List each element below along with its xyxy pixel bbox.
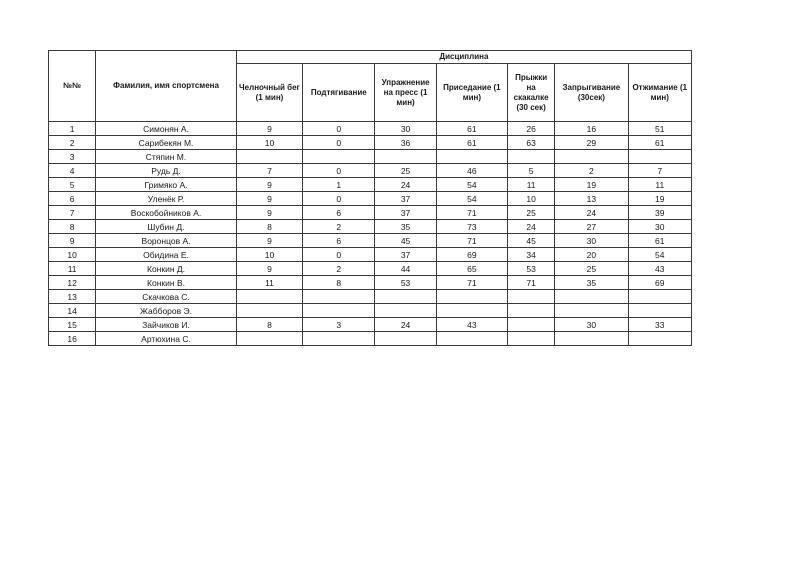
table-row — [49, 150, 692, 164]
score-cell: 10 — [508, 192, 555, 206]
table-row — [49, 332, 692, 346]
score-cell: 10 — [236, 136, 302, 150]
score-cell: 7 — [628, 164, 691, 178]
score-cell — [508, 150, 555, 164]
row-number-cell: 16 — [49, 332, 96, 346]
score-cell — [236, 332, 302, 346]
score-cell — [555, 290, 628, 304]
score-cell: 71 — [436, 234, 507, 248]
score-cell: 2 — [555, 164, 628, 178]
athlete-name-cell: Стяпин М. — [96, 150, 237, 164]
row-number-cell: 8 — [49, 220, 96, 234]
score-cell — [375, 150, 436, 164]
row-number-cell: 9 — [49, 234, 96, 248]
score-cell — [303, 332, 375, 346]
score-cell: 36 — [375, 136, 436, 150]
score-cell — [436, 290, 507, 304]
score-cell: 16 — [555, 122, 628, 136]
score-cell: 6 — [303, 206, 375, 220]
score-cell: 9 — [236, 192, 302, 206]
row-number-cell: 14 — [49, 304, 96, 318]
score-cell: 37 — [375, 248, 436, 262]
score-cell: 26 — [508, 122, 555, 136]
table-row — [49, 164, 692, 178]
score-cell: 9 — [236, 206, 302, 220]
score-cell: 8 — [236, 220, 302, 234]
score-cell: 19 — [628, 192, 691, 206]
score-cell: 27 — [555, 220, 628, 234]
athlete-name-cell: Гримяко А. — [96, 178, 237, 192]
score-cell: 71 — [436, 276, 507, 290]
score-cell: 1 — [303, 178, 375, 192]
score-cell: 34 — [508, 248, 555, 262]
score-cell: 24 — [508, 220, 555, 234]
athlete-name-cell: Уленёк Р. — [96, 192, 237, 206]
header-discipline: Подтягивание — [303, 64, 375, 122]
row-number-cell: 2 — [49, 136, 96, 150]
score-cell: 25 — [508, 206, 555, 220]
score-cell: 24 — [375, 318, 436, 332]
score-cell: 24 — [375, 178, 436, 192]
score-cell: 7 — [236, 164, 302, 178]
score-cell: 46 — [436, 164, 507, 178]
row-number-cell: 13 — [49, 290, 96, 304]
score-cell: 51 — [628, 122, 691, 136]
score-cell: 43 — [436, 318, 507, 332]
score-cell: 30 — [555, 234, 628, 248]
score-cell: 25 — [555, 262, 628, 276]
score-cell: 53 — [375, 276, 436, 290]
header-num: №№ — [49, 51, 96, 122]
score-cell — [508, 304, 555, 318]
score-cell: 54 — [436, 192, 507, 206]
score-cell — [555, 304, 628, 318]
header-athlete-name: Фамилия, имя спортсмена — [96, 51, 237, 122]
score-cell: 44 — [375, 262, 436, 276]
table-row — [49, 192, 692, 206]
table-row — [49, 318, 692, 332]
score-cell — [508, 332, 555, 346]
score-cell: 24 — [555, 206, 628, 220]
score-cell: 43 — [628, 262, 691, 276]
athlete-name-cell: Шубин Д. — [96, 220, 237, 234]
athlete-name-cell: Симонян А. — [96, 122, 237, 136]
header-discipline-group: Дисциплина — [236, 51, 691, 64]
score-cell: 6 — [303, 234, 375, 248]
score-cell: 2 — [303, 220, 375, 234]
score-cell — [375, 304, 436, 318]
score-cell: 61 — [436, 136, 507, 150]
score-cell: 0 — [303, 136, 375, 150]
athlete-name-cell: Зайчиков И. — [96, 318, 237, 332]
score-cell: 13 — [555, 192, 628, 206]
table-row — [49, 136, 692, 150]
score-cell: 20 — [555, 248, 628, 262]
athlete-name-cell: Воронцов А. — [96, 234, 237, 248]
header-discipline: Упражнение на пресс (1 мин) — [375, 64, 436, 122]
score-cell: 33 — [628, 318, 691, 332]
row-number-cell: 10 — [49, 248, 96, 262]
score-cell: 11 — [236, 276, 302, 290]
score-cell: 71 — [436, 206, 507, 220]
score-cell: 0 — [303, 164, 375, 178]
score-cell: 10 — [236, 248, 302, 262]
score-cell: 19 — [555, 178, 628, 192]
athlete-name-cell: Воскобойников А. — [96, 206, 237, 220]
table-row — [49, 262, 692, 276]
score-cell: 39 — [628, 206, 691, 220]
athlete-name-cell: Сарибекян М. — [96, 136, 237, 150]
header-discipline: Приседание (1 мин) — [436, 64, 507, 122]
athlete-name-cell: Конкин Д. — [96, 262, 237, 276]
table-row — [49, 248, 692, 262]
row-number-cell: 6 — [49, 192, 96, 206]
table-row — [49, 276, 692, 290]
table-row — [49, 290, 692, 304]
score-cell: 8 — [236, 318, 302, 332]
athlete-name-cell: Жабборов Э. — [96, 304, 237, 318]
score-cell — [508, 290, 555, 304]
score-cell — [508, 318, 555, 332]
athlete-name-cell: Конкин В. — [96, 276, 237, 290]
score-cell: 71 — [508, 276, 555, 290]
score-cell: 0 — [303, 248, 375, 262]
score-cell: 29 — [555, 136, 628, 150]
score-cell: 35 — [375, 220, 436, 234]
score-cell: 3 — [303, 318, 375, 332]
score-cell: 45 — [375, 234, 436, 248]
row-number-cell: 12 — [49, 276, 96, 290]
results-table — [48, 50, 692, 346]
score-cell: 0 — [303, 192, 375, 206]
header-discipline: Запрыгивание (30сек) — [555, 64, 628, 122]
score-cell: 30 — [375, 122, 436, 136]
score-cell — [628, 332, 691, 346]
score-cell: 9 — [236, 234, 302, 248]
header-discipline: Челночный бег (1 мин) — [236, 64, 302, 122]
score-cell — [628, 304, 691, 318]
header-discipline: Отжимание (1 мин) — [628, 64, 691, 122]
row-number-cell: 1 — [49, 122, 96, 136]
score-cell — [436, 332, 507, 346]
athlete-name-cell: Рудь Д. — [96, 164, 237, 178]
score-cell: 45 — [508, 234, 555, 248]
score-cell: 8 — [303, 276, 375, 290]
score-cell: 61 — [436, 122, 507, 136]
header-discipline: Прыжки на скакалке (30 сек) — [508, 64, 555, 122]
score-cell — [303, 290, 375, 304]
score-cell: 30 — [555, 318, 628, 332]
athlete-name-cell: Артюхина С. — [96, 332, 237, 346]
score-cell: 54 — [628, 248, 691, 262]
table-row — [49, 206, 692, 220]
score-cell: 37 — [375, 192, 436, 206]
score-cell: 5 — [508, 164, 555, 178]
score-cell: 9 — [236, 122, 302, 136]
row-number-cell: 5 — [49, 178, 96, 192]
table-row — [49, 234, 692, 248]
table-body — [49, 122, 692, 346]
score-cell: 35 — [555, 276, 628, 290]
score-cell: 63 — [508, 136, 555, 150]
score-cell — [436, 150, 507, 164]
score-cell — [303, 150, 375, 164]
score-cell — [436, 304, 507, 318]
row-number-cell: 3 — [49, 150, 96, 164]
table-row — [49, 122, 692, 136]
score-cell — [236, 290, 302, 304]
score-cell — [303, 304, 375, 318]
score-cell: 73 — [436, 220, 507, 234]
score-cell: 61 — [628, 234, 691, 248]
score-cell — [375, 332, 436, 346]
score-cell: 65 — [436, 262, 507, 276]
score-cell — [236, 304, 302, 318]
row-number-cell: 11 — [49, 262, 96, 276]
row-number-cell: 4 — [49, 164, 96, 178]
score-cell — [555, 332, 628, 346]
table-header — [49, 51, 692, 122]
score-cell: 9 — [236, 262, 302, 276]
score-cell: 2 — [303, 262, 375, 276]
table-row — [49, 220, 692, 234]
table-row — [49, 178, 692, 192]
score-cell: 37 — [375, 206, 436, 220]
score-cell: 11 — [628, 178, 691, 192]
score-cell: 0 — [303, 122, 375, 136]
score-cell: 54 — [436, 178, 507, 192]
score-cell — [628, 150, 691, 164]
score-cell: 53 — [508, 262, 555, 276]
score-cell — [555, 150, 628, 164]
table-row — [49, 304, 692, 318]
score-cell: 69 — [628, 276, 691, 290]
score-cell: 30 — [628, 220, 691, 234]
score-cell: 25 — [375, 164, 436, 178]
score-cell: 61 — [628, 136, 691, 150]
score-cell — [375, 290, 436, 304]
score-cell: 9 — [236, 178, 302, 192]
row-number-cell: 7 — [49, 206, 96, 220]
row-number-cell: 15 — [49, 318, 96, 332]
score-cell: 69 — [436, 248, 507, 262]
score-cell — [628, 290, 691, 304]
athlete-name-cell: Скачкова С. — [96, 290, 237, 304]
athlete-name-cell: Обидина Е. — [96, 248, 237, 262]
score-cell — [236, 150, 302, 164]
score-cell: 11 — [508, 178, 555, 192]
